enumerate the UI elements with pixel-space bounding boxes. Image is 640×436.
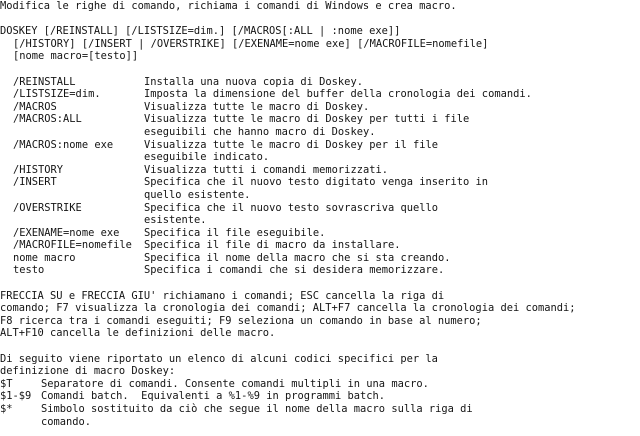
option-row [0,113,640,126]
macro-code: $* [0,403,13,415]
code-desc: Separatore di comandi. Consente comandi multipli in una macro. [41,377,429,390]
macro-code: $T [0,377,13,390]
option-desc: Specifica che il nuovo testo sovrascriva quello [144,201,439,214]
option-desc: Imposta la dimensione del buffer della cronologia dei comandi. [144,88,532,101]
option-switch: /MACROS:nome exe [13,138,114,151]
option-desc: Specifica il nome della macro che si sta creando. [144,251,451,264]
option-row [0,252,640,265]
keys-paragraph [0,290,640,340]
option-desc: Visualizza tutti i comandi memorizzati. [144,163,388,176]
option-row [0,239,640,252]
option-switch: /INSERT [13,176,57,189]
intro-line: Modifica le righe di comando, richiama i comandi di Windows e crea macro. [0,0,457,12]
option-row [0,101,640,114]
option-desc-continued: esistente. [144,214,207,227]
keys-line: FRECCIA SU e FRECCIA GIU' richiamano i comandi; ESC cancella la riga di [0,289,445,302]
option-row [0,164,640,177]
option-row [0,227,640,240]
keys-line: comando; F7 visualizza la cronologia dei comandi; ALT+F7 cancella la cronologia dei comandi; [0,302,576,315]
option-desc: Specifica che il nuovo testo digitato venga inserito in [144,176,489,189]
option-switch: testo [13,264,45,277]
code-row [0,390,640,403]
option-switch: /REINSTALL [13,75,76,88]
syntax-line: [/HISTORY] [/INSERT | /OVERSTRIKE] [/EXENAME=nome exe] [/MACROFILE=nomefile] [13,37,489,50]
syntax-line: [nome macro=[testo]] [13,50,139,63]
code-row [0,403,640,416]
option-row [0,176,640,189]
option-row [0,139,640,152]
option-row [0,76,640,89]
code-desc-continued: comando. [41,415,92,428]
blank-line [0,63,640,76]
option-switch: /HISTORY [13,163,64,176]
option-desc: Specifica i comandi che si desidera memorizzare. [144,264,445,277]
option-row [0,202,640,215]
option-desc-continued: eseguibili che hanno macro di Doskey. [144,125,376,138]
options-list [0,76,640,278]
option-desc: Specifica il file di macro da installare. [144,239,401,252]
option-switch: nome macro [13,251,76,264]
option-desc: Visualizza tutte le macro di Doskey per il file [144,138,439,151]
option-desc-continued: quello esistente. [144,188,251,201]
option-desc: Specifica il file eseguibile. [144,226,326,239]
keys-line: ALT+F10 cancella le definizioni delle macro. [0,327,276,340]
option-switch: /MACROS:ALL [13,113,82,126]
option-switch: /EXENAME=nome exe [13,226,120,239]
code-desc: Simbolo sostituito da ciò che segue il nome della macro sulla riga di [41,403,473,415]
option-switch: /LISTSIZE=dim. [13,88,101,101]
option-desc: Visualizza tutte le macro di Doskey per tutti i file [144,113,470,126]
option-switch: /MACROS [13,100,57,113]
macro-code: $1-$9 [0,390,32,403]
code-desc: Comandi batch. Equivalenti a %1-%9 in programmi batch. [41,390,386,403]
blank-line [0,13,640,26]
codes-list [0,378,640,428]
option-desc-continued: eseguibile indicato. [144,151,270,164]
syntax-line: DOSKEY [/REINSTALL] [/LISTSIZE=dim.] [/MACROS[:ALL | :nome exe]] [0,25,401,38]
code-row [0,378,640,391]
option-switch: /MACROFILE=nomefile [13,239,132,252]
keys-line: F8 ricerca tra i comandi eseguiti; F9 seleziona un comando in base al numero; [0,314,482,327]
option-row [0,264,640,277]
blank-line [0,340,640,353]
codes-intro-line: definizione di macro Doskey: [0,365,176,378]
option-desc: Visualizza tutte le macro di Doskey. [144,100,370,113]
blank-line [0,277,640,290]
option-row [0,88,640,101]
option-switch: /OVERSTRIKE [13,201,82,214]
codes-intro-line: Di seguito viene riportato un elenco di alcuni codici specifici per la [0,352,438,365]
option-desc: Installa una nuova copia di Doskey. [144,75,363,88]
